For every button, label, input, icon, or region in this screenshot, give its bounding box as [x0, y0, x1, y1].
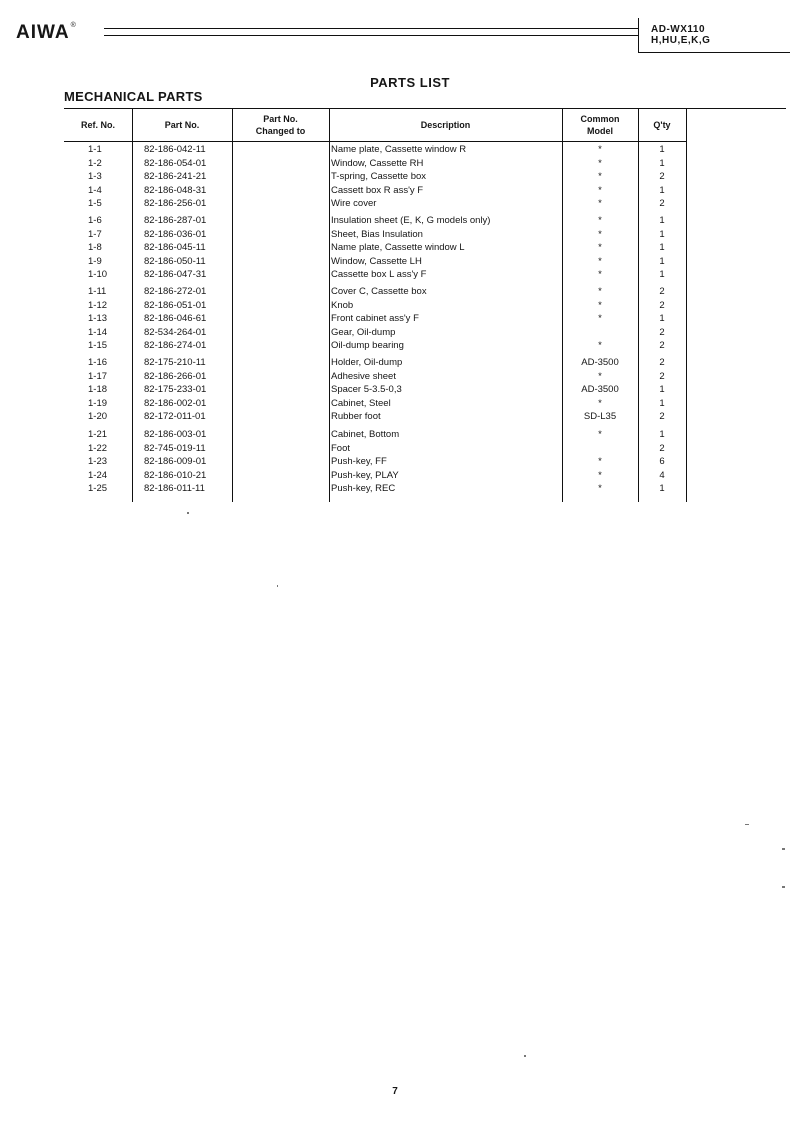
- brand-logo: [16, 22, 77, 44]
- table-row: [64, 241, 686, 254]
- cell-part-no: 82-186-256-01: [144, 198, 207, 209]
- table-row: [64, 299, 686, 312]
- cell-common-model: *: [598, 228, 602, 240]
- header-ref-no: Ref. No.: [80, 120, 115, 130]
- cell-common-model: *: [598, 469, 602, 481]
- cell-ref-no: 1-3: [88, 171, 102, 182]
- table-row: [64, 268, 686, 281]
- cell-part-no: 82-186-272-01: [144, 286, 207, 297]
- cell-quantity: 1: [659, 215, 665, 226]
- header-description: Description: [420, 120, 471, 130]
- model-variants: H,HU,E,K,G: [651, 35, 711, 46]
- cell-common-model: *: [598, 198, 602, 209]
- cell-quantity: 1: [659, 184, 665, 196]
- table-row: [64, 339, 686, 352]
- table-row: [64, 312, 686, 325]
- page-title: PARTS LIST: [370, 75, 450, 90]
- cell-ref-no: 1-24: [88, 469, 108, 481]
- table-row: [64, 170, 686, 183]
- brand-name: AIWA: [16, 22, 70, 43]
- cell-common-model: *: [598, 184, 602, 196]
- cell-description: T-spring, Cassette box: [331, 171, 427, 182]
- cell-description: Spacer 5-3.5-0,3: [331, 384, 402, 395]
- cell-description: Sheet, Bias Insulation: [331, 228, 423, 240]
- cell-ref-no: 1-4: [88, 184, 102, 196]
- section-title: MECHANICAL PARTS: [64, 89, 203, 104]
- table-row: [64, 455, 686, 468]
- cell-description: Cassett box R ass'y F: [331, 184, 424, 196]
- cell-ref-no: 1-8: [88, 242, 102, 253]
- header-rule-bottom: [104, 35, 638, 36]
- cell-description: Rubber foot: [331, 411, 381, 422]
- cell-common-model: *: [598, 370, 602, 382]
- cell-quantity: 2: [659, 171, 665, 182]
- cell-ref-no: 1-9: [88, 255, 102, 267]
- cell-quantity: 1: [659, 228, 665, 240]
- cell-part-no: 82-186-002-01: [144, 397, 207, 409]
- cell-common-model: *: [598, 171, 602, 182]
- cell-description: Cassette box L ass'y F: [331, 269, 427, 280]
- page-number: 7: [392, 1086, 398, 1097]
- model-number: AD-WX110: [651, 24, 706, 35]
- table-row: [64, 410, 686, 423]
- cell-part-no: 82-186-010-21: [144, 469, 207, 481]
- cell-description: Cover C, Cassette box: [331, 286, 427, 297]
- cell-quantity: 1: [659, 397, 665, 409]
- cell-common-model: *: [598, 144, 602, 155]
- cell-part-no: 82-175-233-01: [144, 384, 207, 395]
- cell-quantity: 2: [659, 357, 665, 368]
- table-row: [64, 197, 686, 210]
- cell-part-no: 82-186-241-21: [144, 171, 207, 182]
- cell-description: Cabinet, Steel: [331, 397, 391, 409]
- scan-speck: [277, 585, 278, 587]
- cell-part-no: 82-186-051-01: [144, 299, 207, 311]
- cell-ref-no: 1-17: [88, 370, 108, 382]
- cell-part-no: 82-186-046-61: [144, 313, 207, 324]
- cell-ref-no: 1-10: [88, 269, 108, 280]
- cell-ref-no: 1-16: [88, 357, 108, 368]
- cell-quantity: 1: [659, 483, 665, 494]
- cell-description: Holder, Oil-dump: [331, 357, 403, 368]
- cell-quantity: 1: [659, 157, 665, 169]
- table-row: [64, 184, 686, 197]
- cell-part-no: 82-745-019-11: [144, 442, 206, 454]
- cell-quantity: 2: [659, 340, 665, 351]
- cell-description: Wire cover: [331, 198, 377, 209]
- header-rule-top: [104, 28, 638, 29]
- cell-quantity: 2: [659, 299, 665, 311]
- cell-description: Oil-dump bearing: [331, 340, 404, 351]
- cell-common-model: *: [598, 286, 602, 297]
- cell-common-model: AD-3500: [581, 384, 619, 395]
- cell-part-no: 82-172-011-01: [144, 411, 206, 422]
- cell-description: Push-key, FF: [331, 456, 387, 467]
- header-part-no: Part No.: [164, 120, 200, 130]
- table-row: [64, 469, 686, 482]
- cell-ref-no: 1-19: [88, 397, 108, 409]
- cell-ref-no: 1-22: [88, 442, 108, 454]
- cell-ref-no: 1-11: [88, 286, 107, 297]
- cell-part-no: 82-186-045-11: [144, 242, 206, 253]
- header-common-line2: Model: [587, 126, 613, 136]
- table-row: [64, 428, 686, 441]
- cell-quantity: 1: [659, 313, 665, 324]
- cell-ref-no: 1-15: [88, 340, 108, 351]
- table-row: [64, 228, 686, 241]
- cell-part-no: 82-186-054-01: [144, 157, 207, 169]
- cell-description: Push-key, REC: [331, 483, 396, 494]
- cell-part-no: 82-186-047-31: [144, 269, 207, 280]
- scan-speck: [187, 512, 189, 514]
- scan-speck: [524, 1055, 526, 1057]
- cell-common-model: SD-L35: [583, 411, 617, 422]
- cell-description: Knob: [331, 299, 354, 311]
- cell-quantity: 2: [659, 370, 665, 382]
- table-row: [64, 356, 686, 369]
- cell-part-no: 82-534-264-01: [144, 326, 207, 338]
- cell-quantity: 1: [659, 144, 665, 155]
- cell-quantity: 4: [659, 469, 665, 481]
- cell-ref-no: 1-18: [88, 384, 108, 395]
- cell-part-no: 82-175-210-11: [144, 357, 206, 368]
- cell-description: Adhesive sheet: [331, 370, 396, 382]
- cell-common-model: *: [598, 157, 602, 169]
- cell-part-no: 82-186-003-01: [144, 429, 207, 440]
- cell-quantity: 2: [659, 411, 665, 422]
- cell-description: Window, Cassette LH: [331, 255, 422, 267]
- cell-common-model: *: [598, 483, 602, 494]
- cell-quantity: 1: [659, 242, 665, 253]
- cell-quantity: 2: [659, 198, 665, 209]
- cell-common-model: AD-3500: [581, 357, 619, 368]
- cell-description: Foot: [331, 442, 351, 454]
- table-row: [64, 370, 686, 383]
- cell-part-no: 82-186-011-11: [144, 483, 205, 494]
- table-row: [64, 383, 686, 396]
- cell-quantity: 1: [659, 384, 665, 395]
- cell-description: Cabinet, Bottom: [331, 429, 400, 440]
- cell-quantity: 2: [659, 326, 665, 338]
- scan-speck: [782, 848, 785, 850]
- cell-common-model: *: [598, 255, 602, 267]
- header-qty: Q'ty: [653, 120, 671, 130]
- table-row: [64, 397, 686, 410]
- cell-description: Window, Cassette RH: [331, 157, 424, 169]
- cell-quantity: 2: [659, 442, 665, 454]
- cell-common-model: *: [598, 215, 602, 226]
- cell-part-no: 82-186-266-01: [144, 370, 207, 382]
- cell-quantity: 1: [659, 269, 665, 280]
- cell-common-model: *: [598, 242, 602, 253]
- table-row: [64, 285, 686, 298]
- cell-description: Name plate, Cassette window R: [331, 144, 467, 155]
- header-part-changed-line2: Changed to: [255, 126, 306, 136]
- cell-part-no: 82-186-274-01: [144, 340, 207, 351]
- header-common-model: [562, 108, 638, 142]
- cell-ref-no: 1-23: [88, 456, 108, 467]
- cell-part-no: 82-186-042-11: [144, 144, 206, 155]
- cell-ref-no: 1-21: [88, 429, 108, 440]
- cell-common-model: *: [598, 429, 602, 440]
- cell-ref-no: 1-7: [88, 228, 102, 240]
- table-row: [64, 326, 686, 339]
- table-row: [64, 214, 686, 227]
- cell-ref-no: 1-5: [88, 198, 102, 209]
- scan-speck: [745, 824, 749, 825]
- cell-ref-no: 1-14: [88, 326, 108, 338]
- cell-ref-no: 1-12: [88, 299, 108, 311]
- cell-quantity: 6: [659, 456, 665, 467]
- table-row: [64, 255, 686, 268]
- cell-description: Insulation sheet (E, K, G models only): [331, 215, 491, 226]
- model-box: [638, 18, 790, 53]
- cell-quantity: 1: [659, 255, 665, 267]
- table-row: [64, 482, 686, 495]
- cell-ref-no: 1-20: [88, 411, 108, 422]
- cell-ref-no: 1-2: [88, 157, 102, 169]
- cell-part-no: 82-186-048-31: [144, 184, 207, 196]
- header-common-line1: Common: [580, 114, 620, 124]
- table-row: [64, 143, 686, 156]
- cell-common-model: *: [598, 340, 602, 351]
- cell-common-model: *: [598, 299, 602, 311]
- cell-description: Gear, Oil-dump: [331, 326, 396, 338]
- registered-mark: ®: [70, 22, 77, 29]
- cell-ref-no: 1-25: [88, 483, 108, 494]
- cell-part-no: 82-186-050-11: [144, 255, 206, 267]
- header-part-changed-line1: Part No.: [263, 114, 298, 124]
- cell-ref-no: 1-1: [88, 144, 102, 155]
- cell-ref-no: 1-13: [88, 313, 108, 324]
- cell-common-model: *: [598, 456, 602, 467]
- table-row: [64, 442, 686, 455]
- cell-part-no: 82-186-036-01: [144, 228, 207, 240]
- cell-quantity: 1: [659, 429, 665, 440]
- cell-quantity: 2: [659, 286, 665, 297]
- table-row: [64, 157, 686, 170]
- cell-description: Name plate, Cassette window L: [331, 242, 465, 253]
- cell-description: Push-key, PLAY: [331, 469, 399, 481]
- cell-description: Front cabinet ass'y F: [331, 313, 419, 324]
- scan-speck: [782, 886, 785, 888]
- header-part-changed: [232, 108, 329, 142]
- cell-ref-no: 1-6: [88, 215, 102, 226]
- cell-part-no: 82-186-287-01: [144, 215, 207, 226]
- cell-part-no: 82-186-009-01: [144, 456, 207, 467]
- column-divider: [686, 108, 687, 502]
- cell-common-model: *: [598, 397, 602, 409]
- cell-common-model: *: [598, 269, 602, 280]
- cell-common-model: *: [598, 313, 602, 324]
